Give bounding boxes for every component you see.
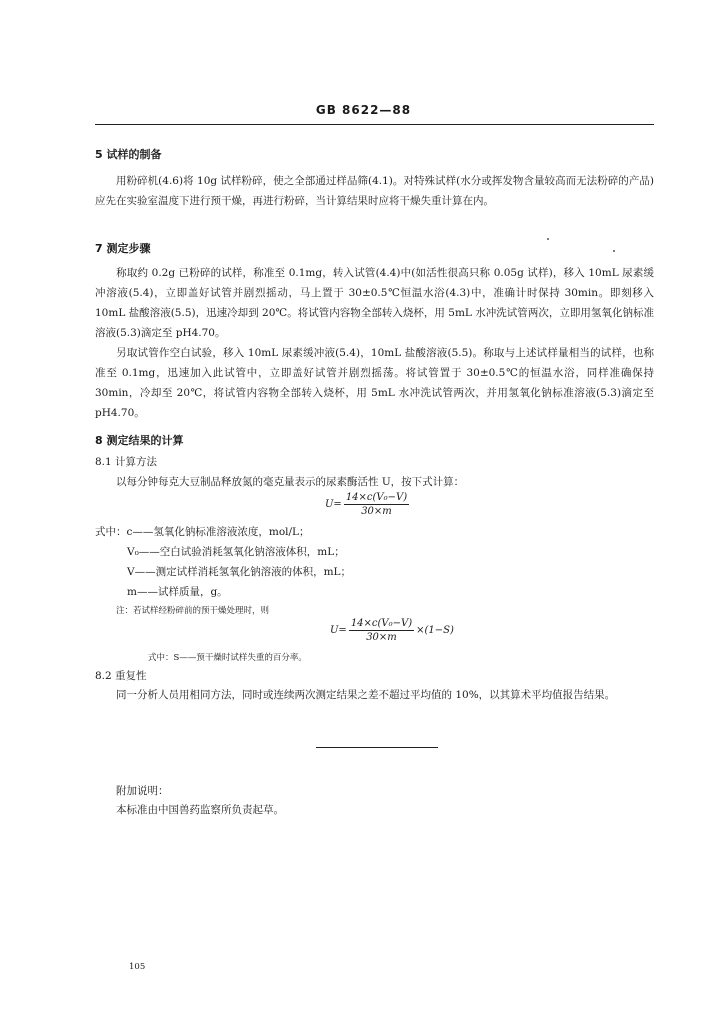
formula-main-lhs: U= [325,499,342,510]
where-line-3: V——测定试样消耗氢氧化钠溶液的体积，mL； [127,566,352,578]
section-8-1-heading: 8.1 计算方法 [95,456,158,468]
note-line: 注：若试样经粉碎前的预干燥处理时，则 [116,606,270,616]
formula-main-numerator: 14×c(V₀−V) [345,492,408,503]
formula-main-denominator: 30×m [361,506,392,517]
formula-dried-lhs: U= [330,625,347,636]
where-line-2: V₀——空白试验消耗氢氧化钠溶液体积，mL； [127,546,345,558]
section-8-2-text: 同一分析人员用相同方法，同时或连续两次测定结果之差不超过平均值的 10%，以其算术平均值报告结果。 [116,689,616,701]
appendix-text: 本标准由中国兽药监察所负责起草。 [116,804,284,816]
standard-number: GB 8622—88 [315,103,412,117]
section-5-paragraph [95,171,654,211]
formula-dried-fraction [349,618,414,643]
page-number: 105 [129,962,146,972]
where-line-4: m——试样质量，g。 [127,586,228,598]
formula-dried [330,618,454,643]
section-7-paragraph-1 [95,263,654,343]
section-7-text-1: 称取约 0.2g 已粉碎的试样，称准至 0.1mg，转入试管(4.4)中(如活性很高只称 0.05g 试样)，移入 10mL 尿素缓冲溶液(5.4)，立即盖好试管并剧烈摇动，马上置于 30±0.5℃恒温水浴(4.3)中，准确计时保持 30min。即刻移入 10mL 盐酸溶液(5.5)，迅速冷却到 20℃。将试管内容物全部转入烧杯，用 5mL 水冲洗试管两次，立即用氢氧化钠标准溶液(5.3)滴定至 pH4.70。 [95,267,654,339]
section-7-heading: 7 测定步骤 [95,242,151,255]
section-8-heading: 8 测定结果的计算 [95,434,184,447]
section-5-heading: 5 试样的制备 [95,148,162,161]
section-8-2-paragraph [95,685,654,705]
section-8-2-heading: 8.2 重复性 [95,670,147,682]
section-7-text-2: 另取试管作空白试验，移入 10mL 尿素缓冲液(5.4)，10mL 盐酸溶液(5.5)。称取与上述试样量相当的试样，也称准至 0.1mg，迅速加入此试管中，立即盖好试管并剧烈摇荡。将试管置于 30±0.5℃的恒温水浴，同样准确保持 30min，冷却至 20℃，将试管内容物全部转入烧杯，用 5mL 水冲洗试管两次，并用氢氧化钠标准溶液(5.3)滴定至 pH4.70。 [95,347,654,419]
formula-main-fraction [344,492,409,517]
note-where: 式中：S——预干燥时试样失重的百分率。 [148,653,307,663]
section-5-text: 用粉碎机(4.6)将 10g 试样粉碎，使之全部通过样品筛(4.1)。对特殊试样(水分或挥发物含量较高而无法粉碎的产品)应先在实验室温度下进行预干燥，再进行粉碎，当计算结果时应将干燥失重计算在内。 [95,175,654,207]
section-7-paragraph-2 [95,343,654,423]
scan-speck [613,250,615,252]
formula-dried-denominator: 30×m [366,632,397,643]
formula-main [325,492,411,517]
header-rule [95,124,654,125]
where-line-1: 式中：c——氢氧化钠标准溶液浓度，mol/L； [95,526,310,538]
section-8-1-intro: 以每分钟每克大豆制品释放氮的毫克量表示的尿素酶活性 U，按下式计算： [116,476,465,488]
appendix-title: 附加说明： [116,785,169,797]
end-rule [316,747,438,748]
scan-speck [547,238,549,240]
formula-dried-numerator: 14×c(V₀−V) [350,618,413,629]
formula-dried-tail: ×(1−S) [416,625,454,636]
